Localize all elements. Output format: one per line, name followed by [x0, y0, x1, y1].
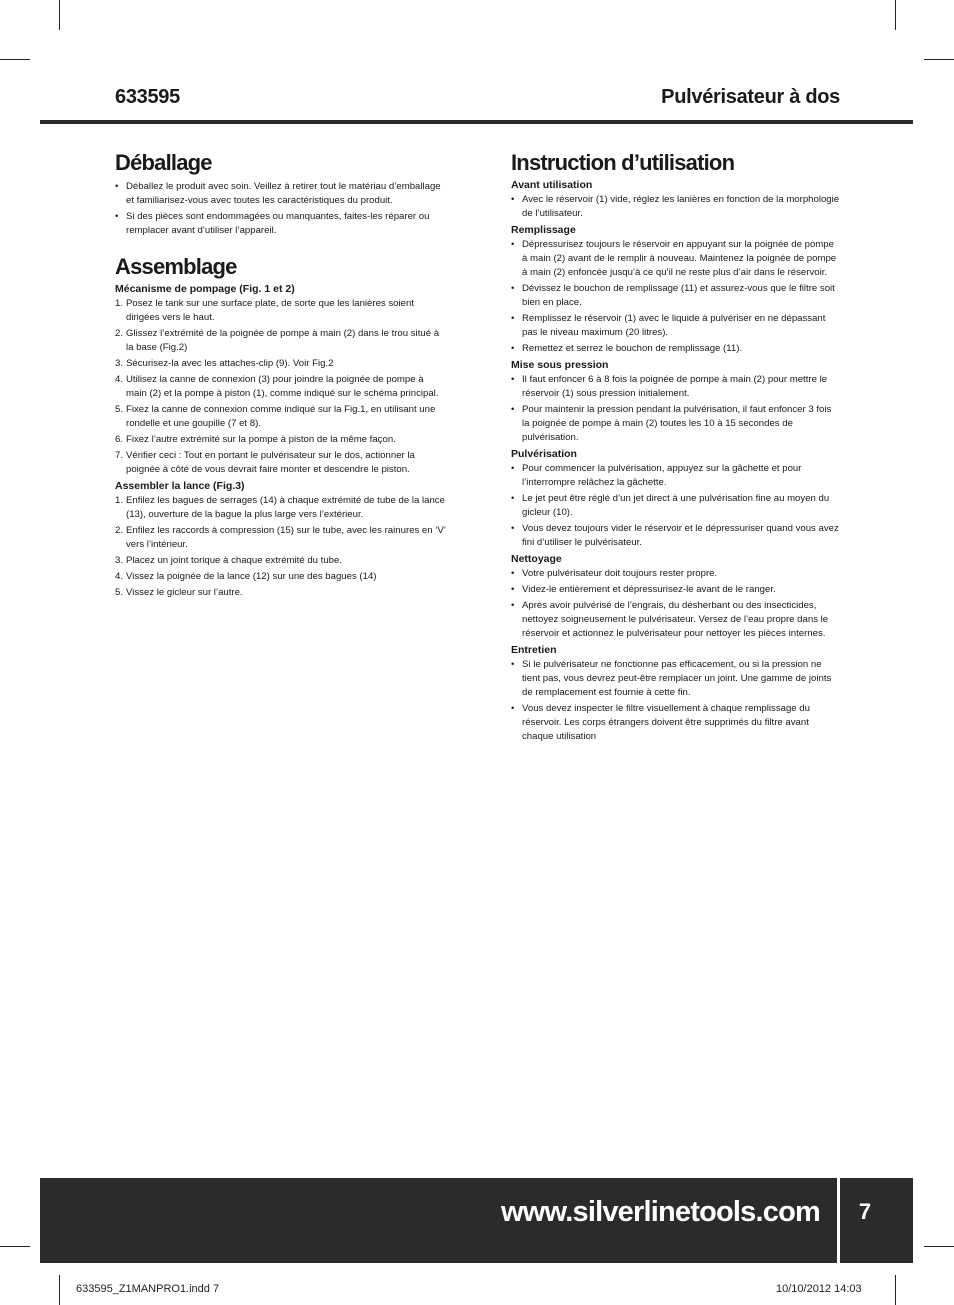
crop-mark [895, 0, 896, 30]
subheading-lance: Assembler la lance (Fig.3) [115, 480, 245, 492]
subheading-nettoyage: Nettoyage [511, 553, 562, 565]
list-item: 5. Vissez le gicleur sur l’autre. [115, 587, 243, 598]
left-column [115, 150, 447, 602]
model-number: 633595 [115, 86, 180, 108]
pulverisation-list [511, 462, 841, 550]
list-item: • Il faut enfoncer 6 à 8 fois la poignée de pompe à main (2) pour mettre le réservoir (1) sous pression initialement. [511, 373, 841, 401]
mise-sous-pression-list [511, 373, 841, 445]
list-item: 6. Fixez l’autre extrémité sur la pompe à piston de la même façon. [115, 434, 396, 445]
section-title-assemblage: Assemblage [115, 254, 237, 279]
list-item: • Videz-le entièrement et dépressurisez-le avant de le ranger. [511, 583, 841, 597]
page-header [115, 86, 840, 116]
list-item: • Dépressurisez toujours le réservoir en appuyant sur la poignée de pompe à main (2) avant de le remplir à nouveau. Maintenez la poignée de pompe à main (2) enfoncée jusqu’à ce qu’il ne reste plus d’air dans le réservoir. [511, 238, 841, 280]
list-item: • Votre pulvérisateur doit toujours rester propre. [511, 567, 841, 581]
print-slug-datetime: 10/10/2012 14:03 [776, 1283, 862, 1295]
avant-utilisation-list [511, 193, 841, 221]
pompage-list [115, 297, 447, 477]
subheading-avant-utilisation: Avant utilisation [511, 179, 593, 191]
list-item: • Si des pièces sont endommagées ou manquantes, faites-les réparer ou remplacer avant d’utiliser l’appareil. [115, 210, 447, 238]
list-item: • Déballez le produit avec soin. Veillez à retirer tout le matériau d’emballage et familiarisez-vous avec toutes les caractéristiques du produit. [115, 180, 447, 208]
remplissage-list [511, 238, 841, 356]
list-item: • Si le pulvérisateur ne fonctionne pas efficacement, ou si la pression ne tient pas, vous devrez peut-être remplacer un joint. Une gamme de joints de remplacement est fournie à cette fin. [511, 658, 841, 700]
list-item: 3. Placez un joint torique à chaque extrémité du tube. [115, 555, 342, 566]
list-item: 4. Utilisez la canne de connexion (3) pour joindre la poignée de pompe à main (2) et la pompe à piston (1), comme indiqué sur le schéma principal. [115, 374, 439, 399]
print-slug-file: 633595_Z1MANPRO1.indd 7 [76, 1283, 220, 1295]
list-item: • Pour commencer la pulvérisation, appuyez sur la gâchette et pour l’interrompre relâchez la gâchette. [511, 462, 841, 490]
crop-mark [924, 1246, 954, 1247]
nettoyage-list [511, 567, 841, 641]
subheading-pompage: Mécanisme de pompage (Fig. 1 et 2) [115, 283, 295, 295]
page-number: 7 [858, 1199, 872, 1224]
lance-list [115, 494, 447, 600]
list-item: 7. Vérifier ceci : Tout en portant le pulvérisateur sur le dos, actionner la poignée à côté de vous devrait faire monter et descendre le piston. [115, 450, 415, 475]
subheading-entretien: Entretien [511, 644, 557, 656]
list-item: • Vous devez inspecter le filtre visuellement à chaque remplissage du réservoir. Les corps étrangers doivent être supprimés du filtre avant chaque utilisation [511, 702, 841, 744]
crop-mark [0, 1246, 30, 1247]
entretien-list [511, 658, 841, 744]
list-item: • Vous devez toujours vider le réservoir et le dépressuriser quand vous avez fini d’utiliser le pulvérisateur. [511, 522, 841, 550]
list-item: 5. Fixez la canne de connexion comme indiqué sur la Fig.1, en utilisant une rondelle et une goupille (7 et 8). [115, 404, 436, 429]
list-item: • Remettez et serrez le bouchon de remplissage (11). [511, 342, 841, 356]
list-item: • Dévissez le bouchon de remplissage (11) et assurez-vous que le filtre soit bien en place. [511, 282, 841, 310]
list-item: • Après avoir pulvérisé de l’engrais, du désherbant ou des insecticides, nettoyez soigneusement le pulvérisateur. Versez de l’eau propre dans le réservoir et actionnez le pulvérisateur pour nettoyer les pièces internes. [511, 599, 841, 641]
list-item: • Avec le réservoir (1) vide, réglez les lanières en fonction de la morphologie de l’utilisateur. [511, 193, 841, 221]
crop-mark [924, 59, 954, 60]
list-item: 4. Vissez la poignée de la lance (12) sur une des bagues (14) [115, 571, 377, 582]
subheading-mise-sous-pression: Mise sous pression [511, 359, 609, 371]
list-item: 1. Enfilez les bagues de serrages (14) à chaque extrémité de tube de la lance (13), ouverture de la bague la plus large vers l’extérieur. [115, 495, 445, 520]
list-item: • Remplissez le réservoir (1) avec le liquide à pulvériser en ne dépassant pas le niveau maximum (20 litres). [511, 312, 841, 340]
list-item: • Le jet peut être réglé d’un jet direct à une pulvérisation fine au moyen du gicleur (10). [511, 492, 841, 520]
right-column [511, 150, 841, 746]
product-title: Pulvérisateur à dos [661, 86, 840, 108]
website-link[interactable]: www.silverlinetools.com [501, 1196, 820, 1228]
crop-mark [895, 1275, 896, 1305]
section-title-instruction: Instruction d’utilisation [511, 150, 735, 175]
header-rule [40, 120, 913, 124]
subheading-pulverisation: Pulvérisation [511, 448, 577, 460]
list-item: 3. Sécurisez-la avec les attaches-clip (9). Voir Fig.2 [115, 358, 334, 369]
crop-mark [59, 0, 60, 30]
list-item: 2. Glissez l’extrémité de la poignée de pompe à main (2) dans le trou situé à la base (Fig.2) [115, 328, 440, 353]
section-title-deballage: Déballage [115, 150, 212, 175]
subheading-remplissage: Remplissage [511, 224, 576, 236]
crop-mark [59, 1275, 60, 1305]
deballage-list [115, 180, 447, 238]
crop-mark [0, 59, 30, 60]
list-item: 2. Enfilez les raccords à compression (15) sur le tube, avec les rainures en ‘V’ vers l’intérieur. [115, 525, 446, 550]
list-item: • Pour maintenir la pression pendant la pulvérisation, il faut enfoncer 3 fois la poignée de pompe à main (2) toutes les 10 à 15 secondes de pulvérisation. [511, 403, 841, 445]
list-item: 1. Posez le tank sur une surface plate, de sorte que les lanières soient dirigées vers le haut. [115, 298, 414, 323]
